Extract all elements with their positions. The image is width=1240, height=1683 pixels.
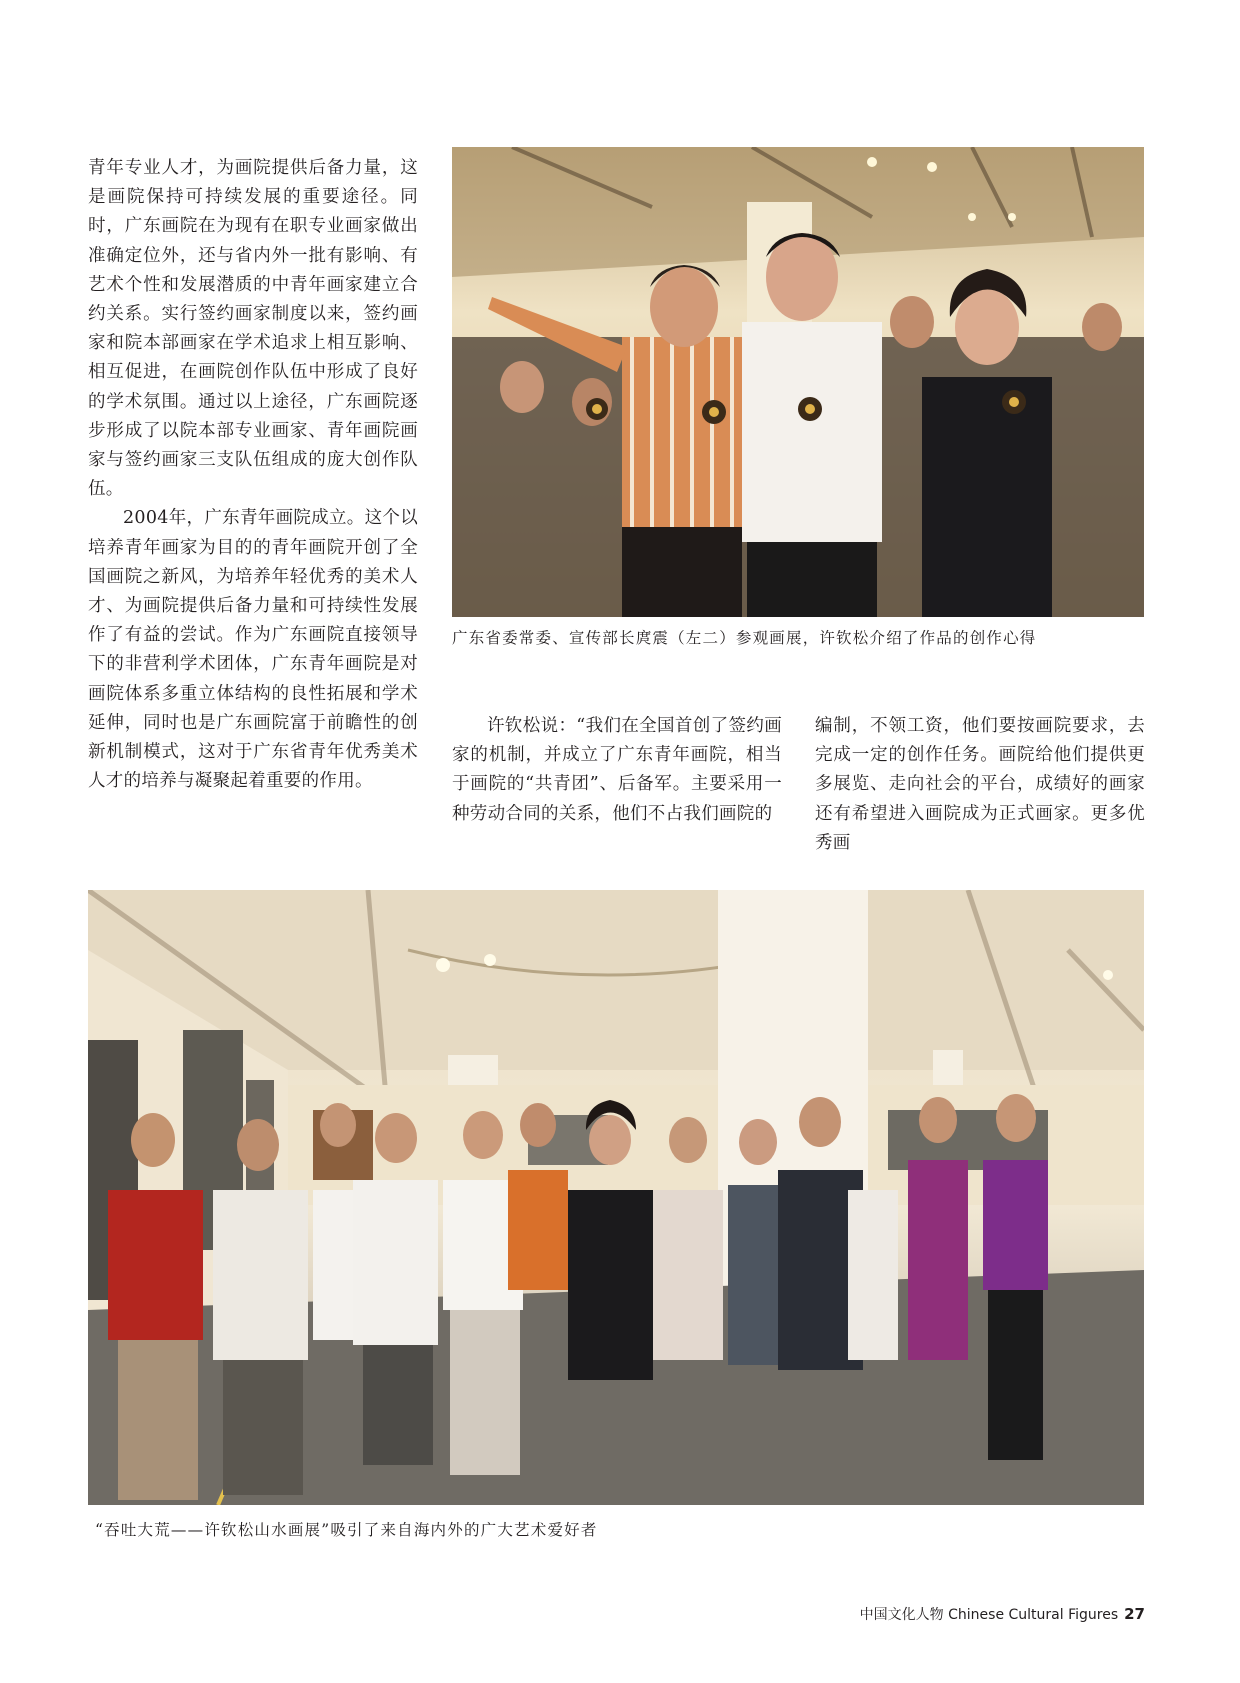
middle-text-column [452,712,782,829]
exhibition-tour-photo [452,147,1144,617]
left-text-column [88,154,418,796]
paragraph: 青年专业人才，为画院提供后备力量，这是画院保持可持续发展的重要途径。同时，广东画院在为现有在职专业画家做出准确定位外，还与省内外一批有影响、有艺术个性和发展潜质的中青年画家建立合约关系。实行签约画家制度以来，签约画家和院本部画家在学术追求上相互影响、相互促进，在画院创作队伍中形成了良好的学术氛围。通过以上途径，广东画院逐步形成了以院本部专业画家、青年画院画家与签约画家三支队伍组成的庞大创作队伍。 [88,158,418,500]
photo-caption: “吞吐大荒——许钦松山水画展”吸引了来自海内外的广大艺术爱好者 [95,1521,598,1539]
paragraph: 编制，不领工资，他们要按画院要求，去完成一定的创作任务。画院给他们提供更多展览、走向社会的平台，成绩好的画家还有希望进入画院成为正式画家。更多优秀画 [815,716,1145,853]
page-footer [860,1604,1145,1624]
paragraph: 许钦松说：“我们在全国首创了签约画家的机制，并成立了广东青年画院，相当于画院的“共青团”、后备军。主要采用一种劳动合同的关系，他们不占我们画院的 [452,716,782,824]
right-text-column [815,712,1145,858]
page-number: 27 [1124,1605,1145,1623]
gallery-audience-photo [88,890,1144,1505]
photo-caption: 广东省委常委、宣传部长庹震（左二）参观画展，许钦松介绍了作品的创作心得 [452,629,1037,647]
magazine-name: 中国文化人物 Chinese Cultural Figures [859,1607,1119,1623]
paragraph: 2004年，广东青年画院成立。这个以培养青年画家为目的的青年画院开创了全国画院之新风，为培养年轻优秀的美术人才、为画院提供后备力量和可持续性发展作了有益的尝试。作为广东画院直接领导下的非营利学术团体，广东青年画院是对画院体系多重立体结构的良性拓展和学术延伸，同时也是广东画院富于前瞻性的创新机制模式，这对于广东省青年优秀美术人才的培养与凝聚起着重要的作用。 [88,508,418,792]
